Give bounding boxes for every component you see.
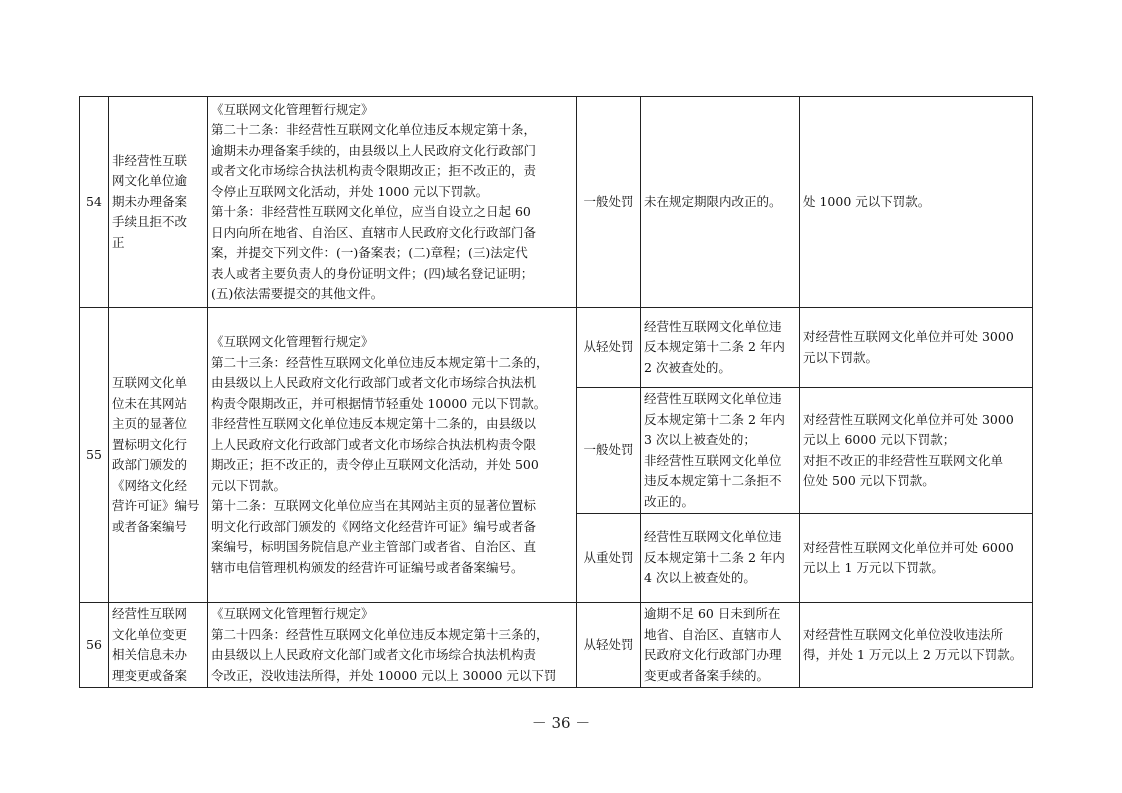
circumstance: 逾期不足 60 日未到所在 地省、自治区、直辖市人 民政府文化行政部门办理 变更或者备案手续的。 [641, 603, 800, 688]
table-row [80, 308, 1033, 388]
legal-basis: 《互联网文化管理暂行规定》 第二十四条：经营性互联网文化单位违反本规定第十三条的， 由县级以上人民政府文化部门或者文化市场综合执法机构责 令改正，没收违法所得，并处 10000 元以上 30000 元以下罚 [208, 603, 577, 688]
row-number: 56 [80, 603, 109, 688]
row-number: 55 [80, 308, 109, 603]
legal-basis: 《互联网文化管理暂行规定》 第二十三条：经营性互联网文化单位违反本规定第十二条的， 由县级以上人民政府文化行政部门或者文化市场综合执法机 构责令限期改正，并可根据情节轻重处 10000 元以下罚款。 非经营性互联网文化单位违反本规定第十二条的，由县级以 上人民政府文化行政部门或者文化市场综合执法机构责令限 期改正；拒不改正的，责令停止互联网文化活动，并处 500 元以下罚款。 第十二条：互联网文化单位应当在其网站主页的显著位置标 明文化行政部门颁发的《网络文化经营许可证》编号或者备 案编号，标明国务院信息产业主管部门或者省、自治区、直 辖市电信管理机构颁发的经营许可证编号或者备案编号。 [208, 308, 577, 603]
circumstance: 经营性互联网文化单位违 反本规定第十二条 2 年内 2 次被查处的。 [641, 308, 800, 388]
violation-item: 非经营性互联 网文化单位逾 期未办理备案 手续且拒不改 正 [109, 97, 208, 308]
circumstance: 经营性互联网文化单位违 反本规定第十二条 2 年内 4 次以上被查处的。 [641, 514, 800, 603]
violation-item: 互联网文化单 位未在其网站 主页的显著位 置标明文化行 政部门颁发的 《网络文化经 营许可证》编号 或者备案编号 [109, 308, 208, 603]
penalty-standard: 对经营性互联网文化单位并可处 3000 元以下罚款。 [800, 308, 1033, 388]
penalty-level: 一般处罚 [577, 388, 641, 514]
penalty-level: 从重处罚 [577, 514, 641, 603]
table-row [80, 603, 1033, 688]
legal-basis: 《互联网文化管理暂行规定》 第二十二条：非经营性互联网文化单位违反本规定第十条， 逾期未办理备案手续的，由县级以上人民政府文化行政部门 或者文化市场综合执法机构责令限期改正；拒不改正的，责 令停止互联网文化活动，并处 1000 元以下罚款。 第十条：非经营性互联网文化单位，应当自设立之日起 60 日内向所在地省、自治区、直辖市人民政府文化行政部门备 案，并提交下列文件：(一)备案表；(二)章程；(三)法定代 表人或者主要负责人的身份证明文件；(四)域名登记证明； (五)依法需要提交的其他文件。 [208, 97, 577, 308]
penalty-standard: 处 1000 元以下罚款。 [800, 97, 1033, 308]
penalty-standard: 对经营性互联网文化单位并可处 6000 元以上 1 万元以下罚款。 [800, 514, 1033, 603]
page-number: － 36 － [531, 714, 591, 732]
penalty-standard: 对经营性互联网文化单位并可处 3000 元以上 6000 元以下罚款； 对拒不改正的非经营性互联网文化单 位处 500 元以下罚款。 [800, 388, 1033, 514]
penalty-standard: 对经营性互联网文化单位没收违法所 得，并处 1 万元以上 2 万元以下罚款。 [800, 603, 1033, 688]
penalty-standard-table [79, 96, 1033, 688]
discretion-table [79, 96, 1033, 688]
penalty-level: 从轻处罚 [577, 308, 641, 388]
violation-item: 经营性互联网 文化单位变更 相关信息未办 理变更或备案 [109, 603, 208, 688]
table-row [80, 97, 1033, 308]
circumstance: 未在规定期限内改正的。 [641, 97, 800, 308]
penalty-level: 从轻处罚 [577, 603, 641, 688]
circumstance: 经营性互联网文化单位违 反本规定第十二条 2 年内 3 次以上被查处的； 非经营性互联网文化单位 违反本规定第十二条拒不 改正的。 [641, 388, 800, 514]
penalty-level: 一般处罚 [577, 97, 641, 308]
row-number: 54 [80, 97, 109, 308]
